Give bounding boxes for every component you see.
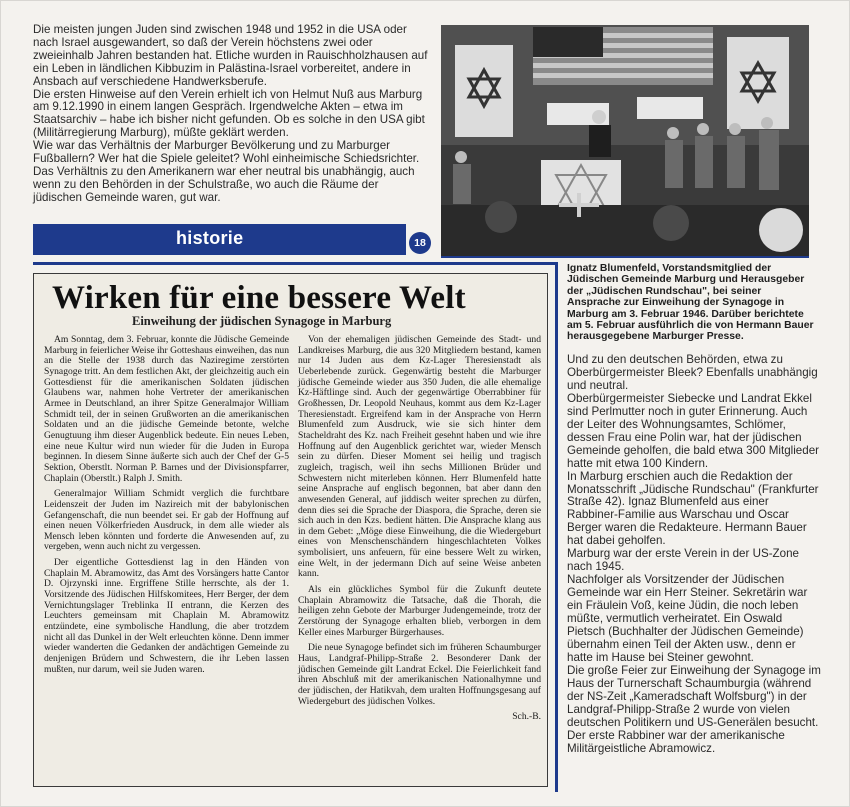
clipping-paragraph: Von der ehemaligen jüdischen Gemeinde des Stadt- und Landkreises Marburg, die aus 320 Mitgliedern bestand, kamen nur 14 Juden aus dem Kz-Lager Theresienstadt als Ueberlebende zurück. Gegenwärtig besteht die Marburger jüdische Gemeinde wieder aus 350 Juden, die alle ehemalige Kz-Häftlinge sind. Auch der gegenwärtige Oberrabbiner für Großhessen, Dr. Leopold Neuhaus, kommt aus dem Kz-Lager Theresienstadt. Ergreifend kam in der Ansprache von Herrn Blumenfeld zum Ausdruck, wie sie sich hinter dem Stacheldraht des Kz. nach Freiheit gesehnt haben und wie ihre Hoffnung auf den Augenblick gerichtet war, wieder Mensch sein zu dürfen. Dieser Moment sei heilig und tragisch zugleich, tragisch, weil ihn sechs Millionen Brüder und Schwestern nicht miterleben können. Herr Blumenfeld hatte seine Ansprache auf englisch begonnen, bat aber dann den anwesenden General, auf jiddisch weiter sprechen zu dürfen, denn dies sei die Sprache der Diaspora, die Sprache, deren sie sich auch in den Kzs. bedient hätten. Die Ansprache klang aus in dem Gebet: „Möge diese Einweihung, die die Wiedergeburt eines von Menschenschändern hingeschlachteten Volkes symbolisiert, uns anfeuern, für eine bessere Welt zu wirken, eine Welt, in der jedermann Dich auf seine Weise anbeten kann. <box>298 334 541 580</box>
clipping-column-right <box>298 335 541 723</box>
clipping-subheadline: Einweihung der jüdischen Synagoge in Marburg <box>132 314 392 328</box>
top-article-paragraph: Die meisten jungen Juden sind zwischen 1948 und 1952 in die USA oder nach Israel ausgewandert, so daß der Verein höchstens zwei oder zweieinhalb Jahren bestanden hat. Etliche wurden in Rauischholzhausen auf ein Leben in ländlichen Kibbuzim in Palästina-Israel vorbereitet, andere in Ansbach auf verschiedene Handwerksberufe. <box>33 23 428 88</box>
banner-rule <box>33 262 558 265</box>
newspaper-clipping <box>33 273 548 787</box>
photo-caption: Ignatz Blumenfeld, Vorstandsmitglied der Jüdischen Gemeinde Marburg und Herausgeber der „Jüdischen Rundschau", bei seiner Ansprache zur Einweihung der Synagoge in Marburg am 3. Februar 1946. Darüber berichtete am 5. Februar ausführlich die von Hermann Bauer herausgegebene Marburger Presse. <box>567 263 814 343</box>
clipping-paragraph: Am Sonntag, dem 3. Februar, konnte die Jüdische Gemeinde Marburg in feierlicher Weise ihr Gotteshaus einweihen, das nun an die Stelle der 1938 durch das Naziregime zerstörten Synagoge tritt. An dem festlichen Akt, der gleichzeitig auch ein Gottesdienst für die amerikanischen Soldaten jüdischen Glaubens war, nahmen hohe Vertreter der amerikanischen Armee in Deutschland, an ihrer Spitze Generalmajor William Schmidt teil, der in seinen Grußworten an die amerikanischen Soldaten und an die jüdische Gemeinde betonte, welche Genugtuung ihm dieser Augenblick bedeute. Ein neues Leben, eine neue Kultur wird nun wieder für die Juden in Europa beginnen. In diesem Sinne äußerte sich auch der Chef der G-5 Sektion, Oberstlt. Norman P. Barnes und der Divisionspfarrer, Chaplain (Oberstlt.) Ralph J. Smith. <box>44 334 289 484</box>
clipping-column-left <box>44 335 289 680</box>
right-article <box>567 354 822 756</box>
section-label: historie <box>176 228 244 248</box>
right-article-paragraph: Und zu den deutschen Behörden, etwa zu Oberbürgermeister Bleek? Ebenfalls unabhängig und neutral. <box>567 353 818 392</box>
clipping-paragraph: Generalmajor William Schmidt verglich die furchtbare Leidenszeit der Juden im Nazireich mit der babylonischen Gefangenschaft, die nun beendet sei. Er gab der Hoffnung auf einen neuen Völkerfrieden Ausdruck, in dem alle wieder als Mensch leben könnten und forderte die Anwesenden auf, zu vergeben, wenn auch nicht zu vergessen. <box>44 488 289 553</box>
clipping-paragraph: Die neue Synagoge befindet sich im früheren Schaumburger Haus, Landgraf-Philipp-Straße 2. Besonderer Dank der jüdischen Gemeinde gilt Landrat Eckel. Die Feierlichkeit fand ihren Abschluß mit der amerikanischen Nationalhymne und der jüdischen, der Hatikvah, dem uralten Hoffnungsgesang auf Wiedergeburt des jüdischen Volkes. <box>298 642 541 707</box>
photo-illustration <box>441 25 809 256</box>
clipping-headline: Wirken für eine bessere Welt <box>52 280 466 316</box>
top-article <box>33 24 429 205</box>
clipping-paragraph: Der eigentliche Gottesdienst lag in den Händen von Chaplain M. Abramowitz, das Amt des Vorsängers hatte Cantor D. Ojrzynski inne. Ergriffene Stille herrschte, als der 1. Vorsitzende des Jüdischen Hilfskomitees, Herr Berger, der dem Vernichtungslager Treblinka II entrann, die Kerzen des Leuchters gemeinsam mit Chaplain M. Abramowitz entzündete, eine symbolische Handlung, die aber trotzdem nicht all das Dunkel in der Welt erleuchten könne. Denn immer wieder wanderten die Gedanken der andächtigen Gemeinde zu denjenigen Brüdern und Schwestern, die ihr Leben lassen mußten, nur darum, weil sie Juden waren. <box>44 557 289 675</box>
page-number: 18 <box>409 232 431 254</box>
clipping-signature: Sch.-B. <box>512 711 541 723</box>
right-article-paragraph: Die große Feier zur Einweihung der Synagoge im Haus der Turnerschaft Schaumburgia (während der NS-Zeit „Kameradschaft Wolfsburg") in der Landgraf-Philipp-Straße 2 wurde von vielen deutschen Politikern und US-Generälen besucht. Der erste Rabbiner war der amerikanische Militärgeistliche Abramowicz. <box>567 663 821 755</box>
right-article-paragraph: Nachfolger als Vorsitzender der Jüdischen Gemeinde war ein Herr Steiner. Sekretärin war ein Fräulein Voß, keine Jüdin, die noch leben müßte, vermutlich verheiratet. Ein Oswald Pietsch (Buchhalter der Jüdischen Gemeinde) übernahm einen Teil der Akten usw., denn er hatte im Hause bei Steiner gewohnt. <box>567 573 808 664</box>
top-article-paragraph: Wie war das Verhältnis der Marburger Bevölkerung und zu Marburger Fußballern? Wer hat die Spiele geleitet? Wohl einheimische Schiedsrichter. Das Verhältnis zu den Amerikanern war eher neutral bis unabhängig, auch wenn zu den Behörden in der Schulstraße, wo auch die Räume der jüdischen Gemeinde waren, gut war. <box>33 139 420 204</box>
flag-shape <box>533 27 713 85</box>
section-banner <box>33 224 406 255</box>
top-article-paragraph: Die ersten Hinweise auf den Verein erhielt ich von Helmut Nuß aus Marburg am 9.12.1990 in einem langen Gespräch. Irgendwelche Akten – etwa im Staatsarchiv – habe ich bisher nicht gefunden. Ob es solche in den USA gibt (Militärregierung Marburg), müßte geklärt werden. <box>33 87 425 140</box>
right-article-paragraph: In Marburg erschien auch die Redaktion der Monatsschrift „Jüdische Rundschau" (Frankfurter Straße 42). Ignaz Blumenfeld aus einer Rabbiner-Familie aus Warschau und Oscar Berger waren die Redakteure. Hermann Bauer hat dabei geholfen. <box>567 469 819 548</box>
right-article-paragraph: Oberbürgermeister Siebecke und Landrat Ekkel sind Perlmutter noch in guter Erinnerung. Auch der Leiter des Wohnungsamtes, Schlömer, dessen Frau eine Polin war, hat der jüdischen Gemeinde geholfen, die bald etwa 300 Mitglieder hatte mit etwa 100 Kindern. <box>567 391 820 470</box>
vertical-rule <box>555 262 558 792</box>
clipping-paragraph: Als ein glückliches Symbol für die Zukunft deutete Chaplain Abramowitz die Tatsache, daß die Thorah, die heiligen zehn Gebote der Marburger Judengemeinde, trotz der Zerstörung der Synagoge erhalten blieb, verborgen in dem Keller eines Marburger Bürgerhauses. <box>298 584 541 638</box>
photo-rule <box>441 256 809 258</box>
synagogue-photo <box>441 25 809 256</box>
right-article-paragraph: Marburg war der erste Verein in der US-Zone nach 1945. <box>567 547 799 574</box>
